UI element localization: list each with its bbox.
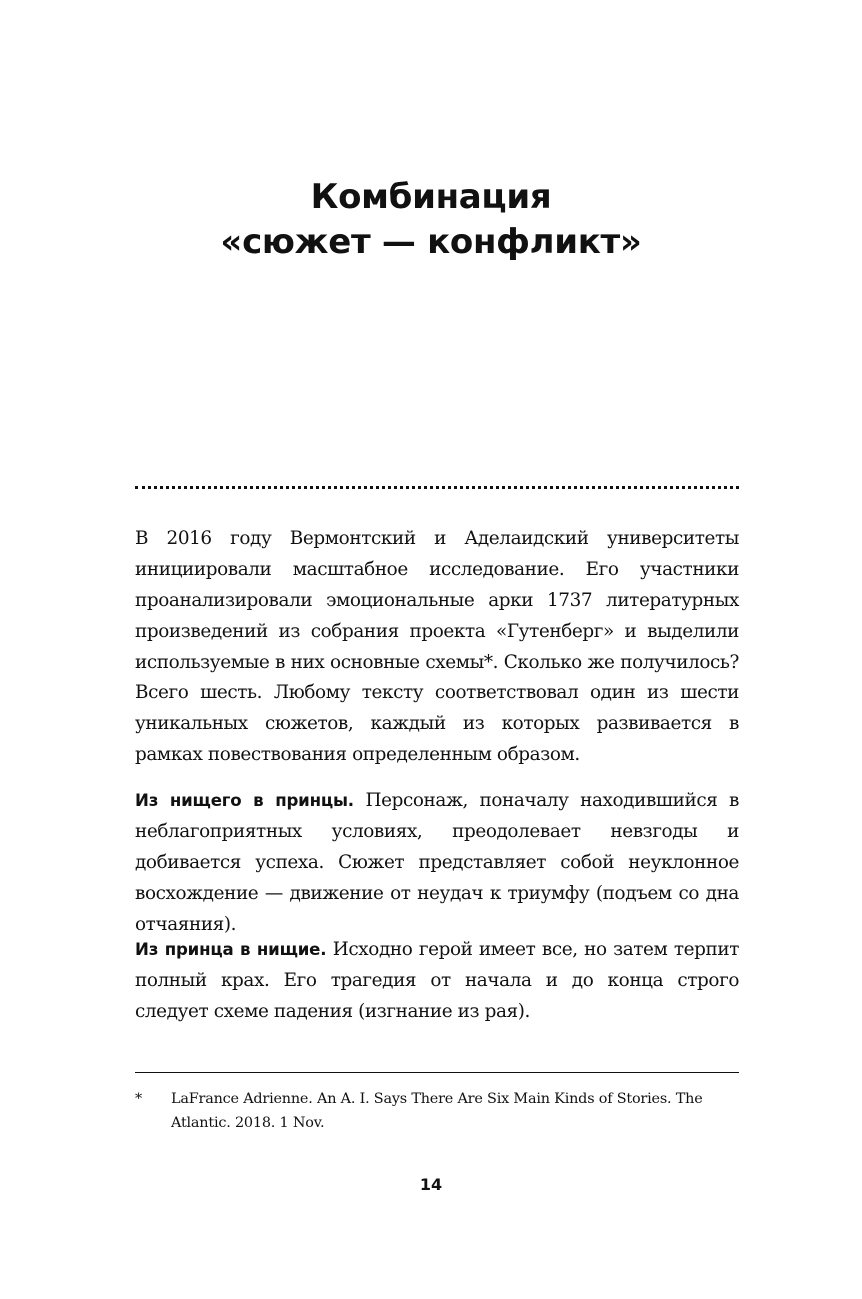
chapter-title-line-2: «сюжет — конфликт»	[220, 221, 642, 262]
footnote-mark: *	[135, 1091, 142, 1107]
rags-to-riches-text: Персонаж, поначалу находившийся в неблагоприятных условиях, преодолевает невзгоды и добивается успеха. Сюжет представляет собой неуклонное восхождение — движение от неудач к триумфу (подъем со дна отчаяния).	[135, 790, 739, 935]
riches-to-rags-lead: Из принца в нищие.	[135, 940, 327, 960]
rags-to-riches-lead: Из нищего в принцы.	[135, 791, 354, 811]
riches-to-rags-text: Исходно герой имеет все, но затем терпит полный крах. Его трагедия от начала и до конца строго следует схеме падения (изгнание из рая).	[135, 939, 739, 1022]
chapter-title-line-1: Комбинация	[310, 176, 552, 217]
riches-to-rags-paragraph	[135, 935, 739, 1027]
footnote-rule	[135, 1072, 739, 1073]
page-number: 14	[419, 1175, 443, 1194]
footnote	[135, 1087, 739, 1135]
intro-paragraph: В 2016 году Вермонтский и Аделаидский университеты инициировали масштабное исследование. Его участники проанализировали эмоциональные арки 1737 литературных произведений из собрания проекта «Гутенберг» и выделили используемые в них основные схемы*. Сколько же получилось? Всего шесть. Любому тексту соответствовал один из шести уникальных сюжетов, каждый из которых развивается в рамках повествования определенным образом.	[135, 528, 739, 765]
rags-to-riches-paragraph	[135, 786, 739, 940]
dotted-divider	[135, 486, 739, 489]
footnote-text: LaFrance Adrienne. An A. I. Says There Are Six Main Kinds of Stories. The Atlantic. 2018. 1 Nov.	[171, 1091, 703, 1131]
chapter-title	[0, 175, 862, 265]
